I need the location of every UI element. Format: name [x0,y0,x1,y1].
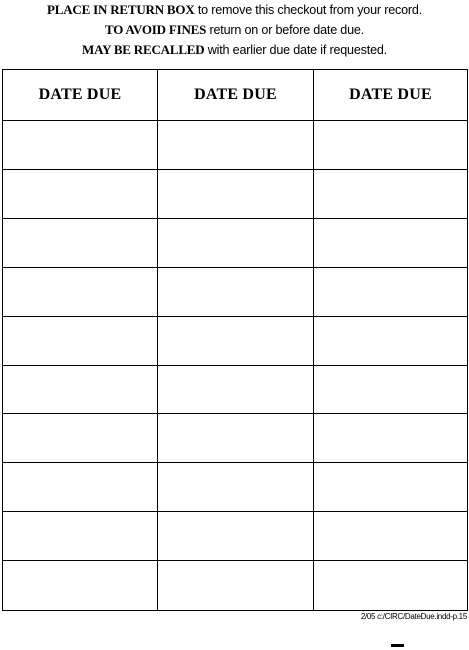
date-due-cell [158,511,313,560]
date-due-cell [3,218,157,267]
instruction-text: to remove this checkout from your record. [194,3,422,17]
date-due-cell [314,560,467,609]
instruction-line-return-box [0,0,469,20]
date-due-cell [314,169,467,218]
date-due-cell [3,511,157,560]
date-due-cell [3,413,157,462]
instruction-text: return on or before date due. [206,23,365,37]
date-due-cell [158,218,313,267]
date-due-table [2,69,468,611]
date-due-cell [314,413,467,462]
date-due-cell [3,120,157,169]
date-due-cell [314,267,467,316]
instructions-header [0,0,469,60]
date-due-cell [158,560,313,609]
date-due-cell [314,462,467,511]
date-due-cell [158,267,313,316]
instruction-line-recall [0,40,469,60]
column-header-date-due: DATE DUE [194,86,277,103]
column-header-date-due: DATE DUE [38,86,122,103]
date-due-cell [314,365,467,414]
date-due-cell [314,316,467,365]
date-due-cell [314,120,467,169]
date-due-cell [3,316,157,365]
form-code: 2/05 c:/CIRC/DateDue.indd-p.15 [360,612,467,621]
instruction-emphasis: TO AVOID FINES [104,22,207,37]
date-due-cell [158,413,313,462]
date-due-cell [158,120,313,169]
instruction-emphasis: PLACE IN RETURN BOX [46,2,195,17]
date-due-cell [3,365,157,414]
date-due-cell [158,462,313,511]
date-due-cell [158,169,313,218]
instruction-emphasis: MAY BE RECALLED [82,42,205,57]
date-due-cell [3,462,157,511]
date-due-cell [314,511,467,560]
instruction-line-avoid-fines [0,20,469,40]
date-due-cell [3,267,157,316]
instruction-text: with earlier due date if requested. [204,43,387,57]
scan-mark [391,644,404,647]
date-due-cell [158,316,313,365]
column-header-date-due: DATE DUE [349,86,432,103]
date-due-cell [158,365,313,414]
date-due-cell [3,169,157,218]
date-due-cell [314,218,467,267]
date-due-cell [3,560,157,609]
